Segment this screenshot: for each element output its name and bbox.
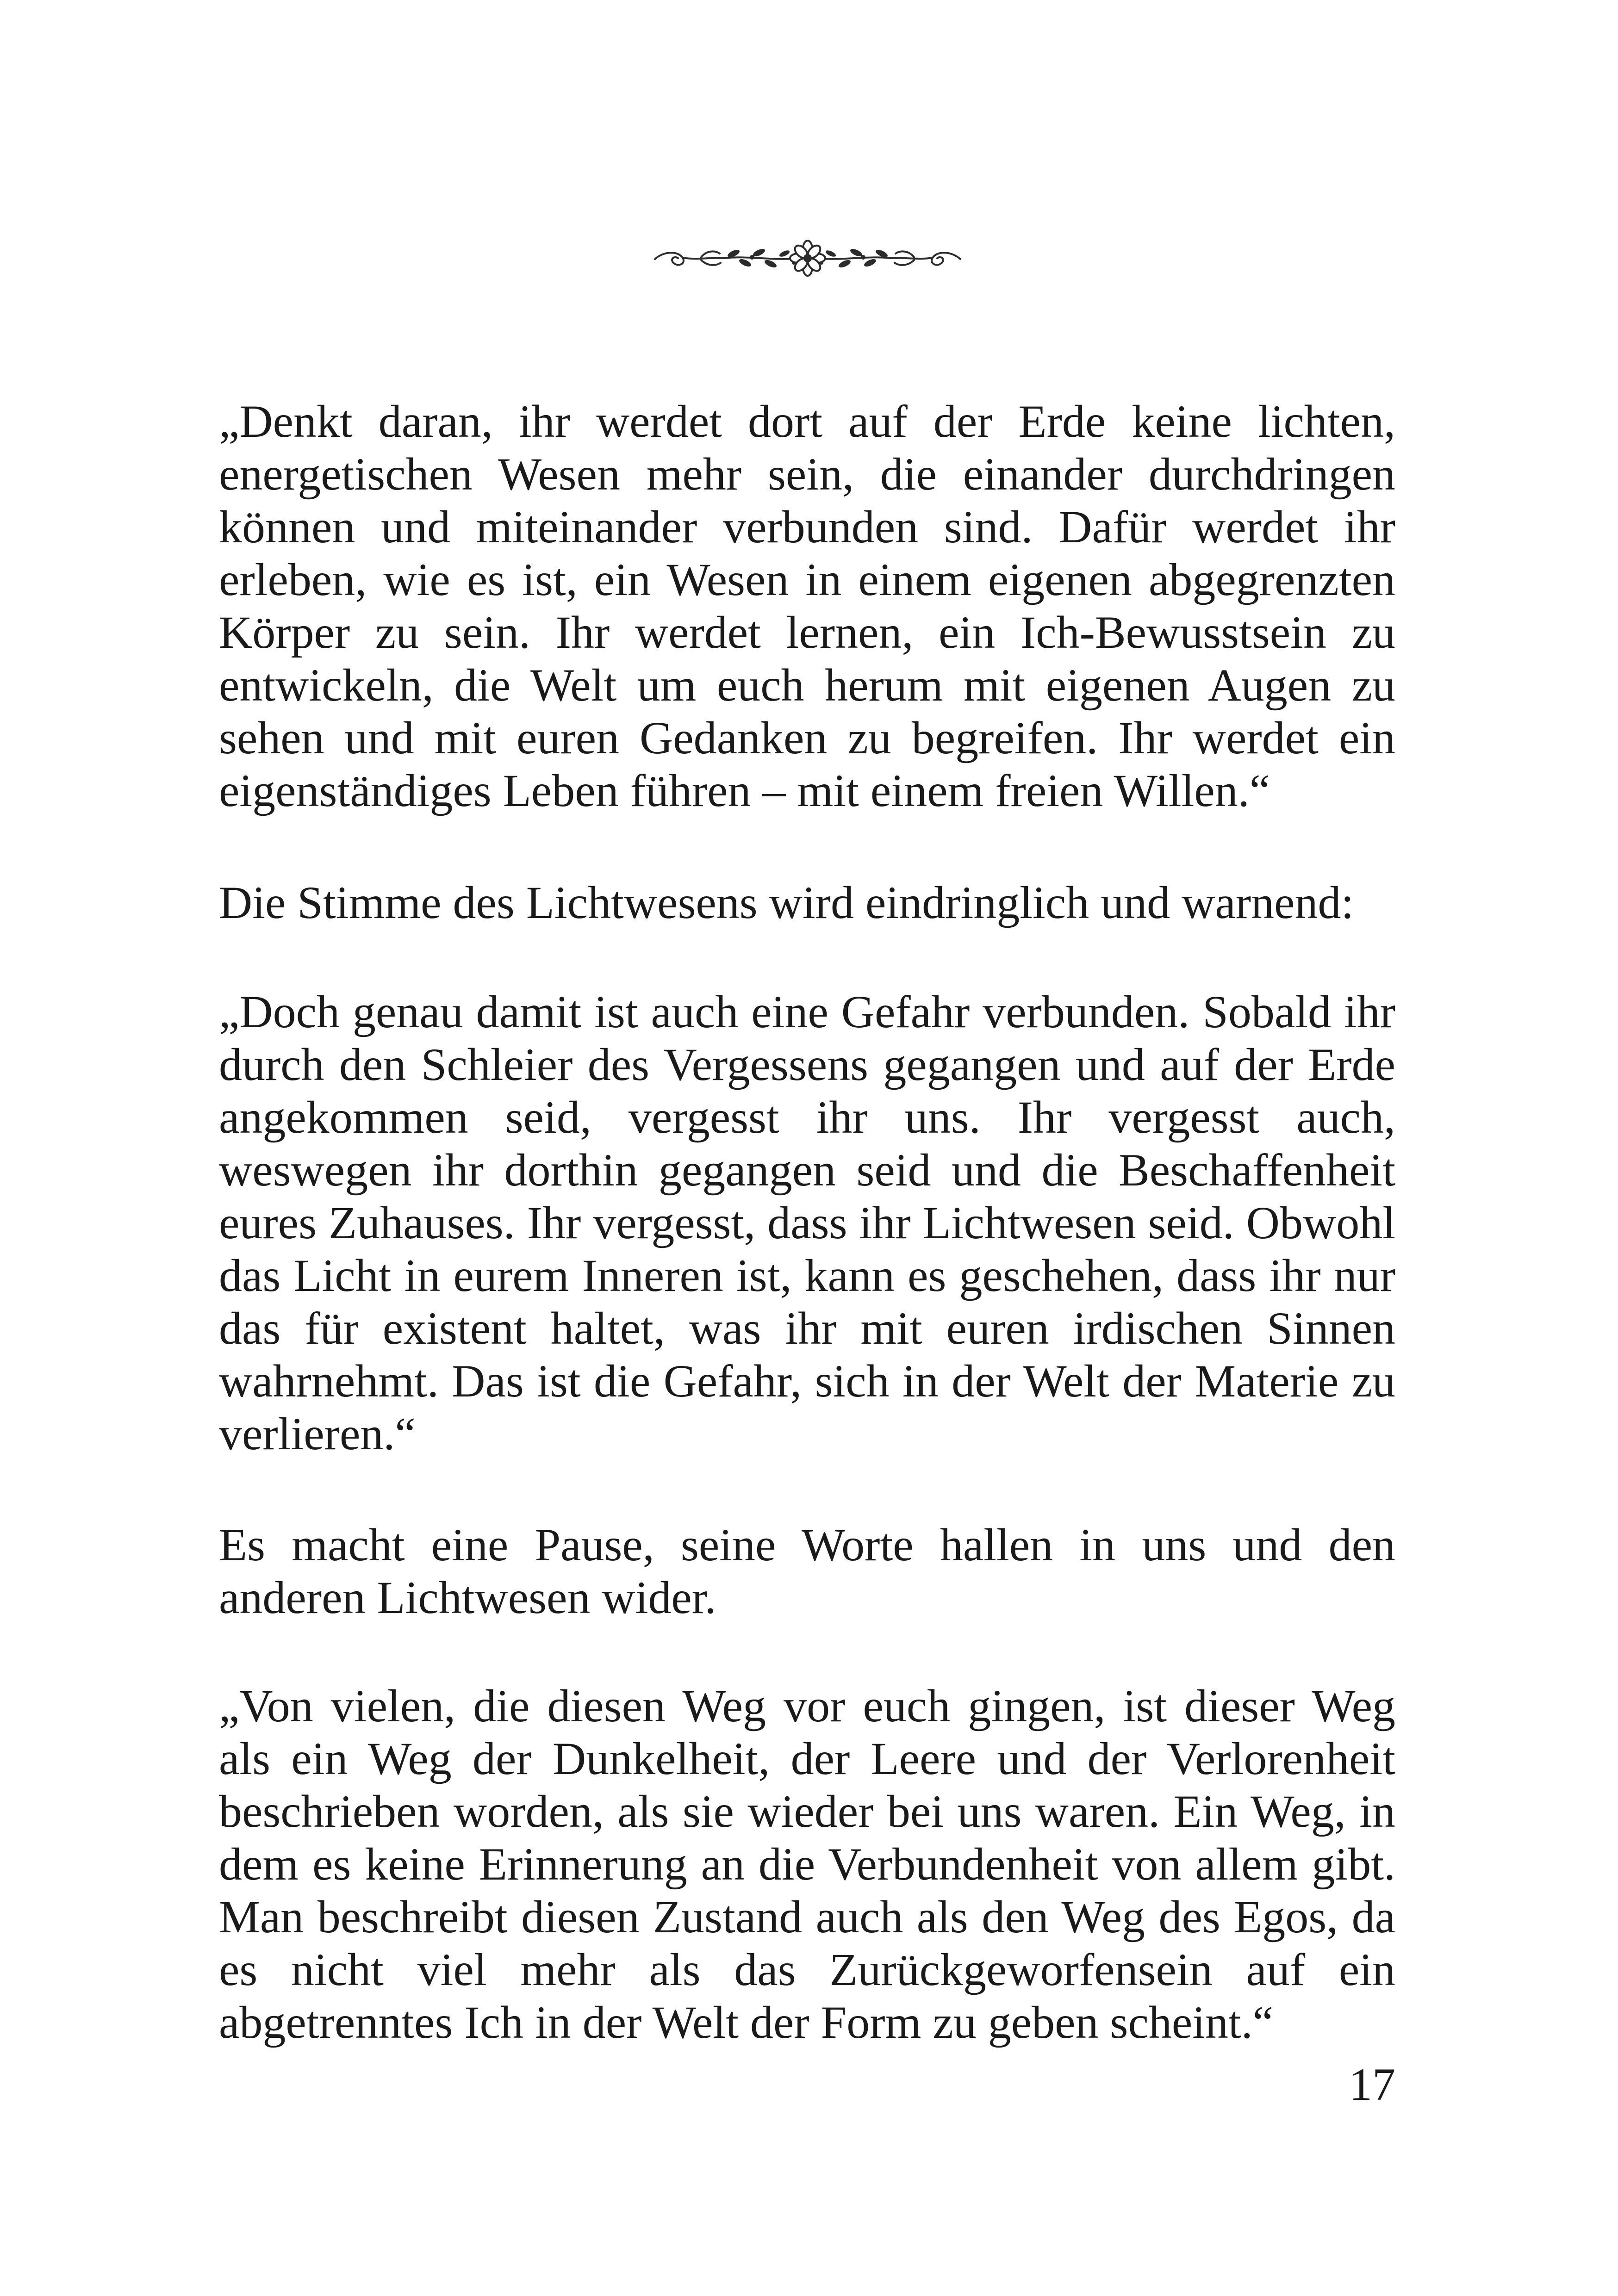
paragraph-1: „Denkt daran, ihr werdet dort auf der Erde keine lichten, energetischen Wesen mehr sein, die einander durchdringen können und miteinander verbunden sind. Dafür werdet ihr erleben, wie es ist, ein Wesen in einem eigenen abgegrenzten Körper zu sein. Ihr werdet lernen, ein Ich-Bewusstsein zu entwickeln, die Welt um euch herum mit eigenen Augen zu sehen und mit euren Gedanken zu begreifen. Ihr werdet ein eigenständiges Leben führen – mit einem freien Willen.“ (219, 396, 1395, 816)
paragraph-4: Es macht eine Pause, seine Worte hallen in uns und den anderen Lichtwesen wider. (219, 1519, 1395, 1623)
page-number: 17 (1349, 2059, 1395, 2110)
paragraph-5: „Von vielen, die diesen Weg vor euch gingen, ist dieser Weg als ein Weg der Dunkelheit, der Leere und der Verlorenheit beschrieben worden, als sie wieder bei uns waren. Ein Weg, in dem es keine Erinnerung an die Verbundenheit von allem gibt. Man beschreibt diesen Zustand auch als den Weg des Egos, da es nicht viel mehr als das Zurückgeworfensein auf ein abgetrenntes Ich in der Welt der Form zu geben scheint.“ (219, 1680, 1395, 2048)
paragraph-3: „Doch genau damit ist auch eine Gefahr verbunden. Sobald ihr durch den Schleier des Vergessens gegangen und auf der Erde angekommen seid, vergesst ihr uns. Ihr vergesst auch, weswegen ihr dorthin gegangen seid und die Beschaffenheit eures Zuhauses. Ihr vergesst, dass ihr Lichtwesen seid. Obwohl das Licht in eurem Inneren ist, kann es geschehen, dass ihr nur das für existent haltet, was ihr mit euren irdischen Sinnen wahrnehmt. Das ist die Gefahr, sich in der Welt der Materie zu verlieren.“ (219, 986, 1395, 1459)
paragraph-2: Die Stimme des Lichtwesens wird eindringlich und warnend: (219, 877, 1354, 928)
floral-divider-icon (646, 237, 970, 279)
